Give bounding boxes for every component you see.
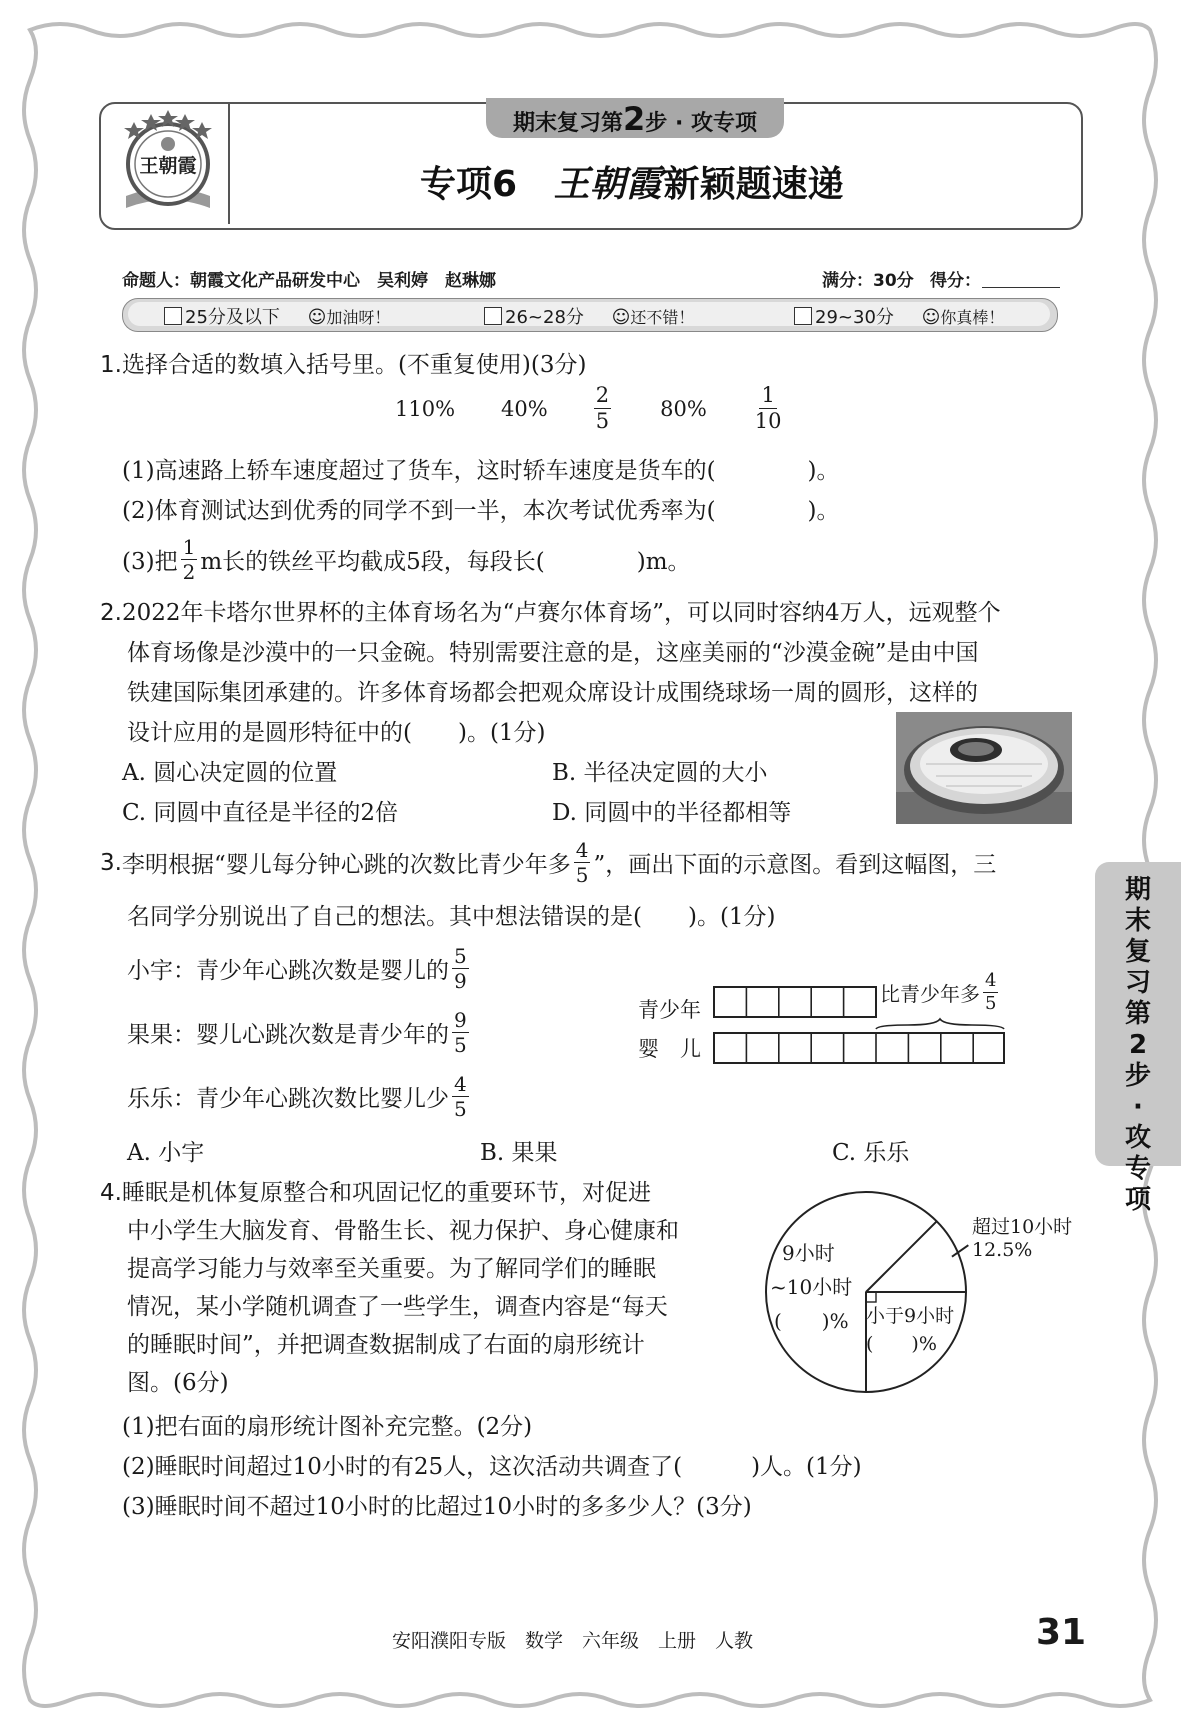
checkbox-1[interactable] (164, 307, 182, 325)
q1-option-1-10: $\frac{1}{10}$ (754, 383, 782, 433)
teen-bar (714, 987, 876, 1017)
rating-range-2: 26~28分 (505, 307, 584, 328)
rating-item-3 (794, 303, 1004, 329)
q2-line-2: 体育场像是沙漠中的一只金碗。特别需要注意的是，这座美丽的“沙漠金碗”是由中国 (127, 640, 979, 666)
smile-icon: ☺ (307, 307, 327, 328)
q1-stem (100, 346, 586, 379)
q3-option-c[interactable]: C. 乐乐 (832, 1140, 910, 1166)
q4-number: 4. (100, 1180, 122, 1206)
side-tab-text: 期 末 复 习 第 2 步 · 攻 专 项 (1124, 875, 1151, 1215)
q2-line-1: 2.2022年卡塔尔世界杯的主体育场名为“卢赛尔体育场”，可以同时容纳4万人，远观整个 (100, 600, 1001, 626)
q4-part-3: (3)睡眠时间不超过10小时的比超过10小时的多多少人？(3分) (122, 1494, 752, 1520)
page-number: 31 (1036, 1612, 1087, 1653)
q3-fraction: $\frac{4}{5}$ (575, 838, 589, 887)
q2-option-c[interactable]: C. 同圆中直径是半径的2倍 (122, 800, 399, 826)
q4-line-4: 情况，某小学随机调查了一些学生，调查内容是“每天 (127, 1294, 668, 1320)
q2-number: 2. (100, 600, 122, 626)
stadium-photo (896, 712, 1072, 824)
pie-label-under9: 小于9小时 ( )% (866, 1305, 955, 1355)
q2-option-d[interactable]: D. 同圆中的半径都相等 (552, 800, 792, 826)
q4-part-2: (2)睡眠时间超过10小时的有25人，这次活动共调查了( )人。(1分) (122, 1454, 862, 1480)
score-blank[interactable] (982, 287, 1060, 288)
q1-option-110: 110% (395, 396, 456, 421)
checkbox-2[interactable] (484, 307, 502, 325)
q1-part-2: (2)体育测试达到优秀的同学不到一半，本次考试优秀率为( )。 (122, 498, 840, 524)
pie-label-mid: 9小时 ~10小时 ( )% (770, 1241, 853, 1333)
banner-step: 2 (623, 100, 646, 138)
title-brand: 王朝霞 (553, 163, 662, 205)
q1-options (395, 385, 787, 432)
q4-line-2: 中小学生大脑发育、骨骼生长、视力保护、身心健康和 (127, 1218, 679, 1244)
q3-option-b[interactable]: B. 果果 (480, 1140, 558, 1166)
rating-comment-3: 你真棒！ (940, 308, 1005, 327)
rating-range-1: 25分及以下 (185, 307, 280, 328)
q1-part-3-fraction: $\frac{1}{2}$ (182, 535, 196, 584)
q3-statement-2: 果果：婴儿心跳次数是青少年的 $\frac{9}{5}$ (127, 1008, 467, 1057)
q4-line-5: 的睡眠时间”，并把调查数据制成了右面的扇形统计 (127, 1332, 645, 1358)
banner-prefix: 期末复习第 (513, 111, 624, 136)
q1-stem-text: 选择合适的数填入括号里。(不重复使用)(3分) (121, 352, 587, 378)
page-title (420, 156, 844, 207)
title-prefix: 专项6 (420, 164, 518, 205)
q4-line-3: 提高学习能力与效率至关重要。为了解同学们的睡眠 (127, 1256, 656, 1282)
q3-statement-3: 乐乐：青少年心跳次数比婴儿少 $\frac{4}{5}$ (127, 1072, 467, 1121)
q3-label-baby: 婴 儿 (638, 1037, 701, 1061)
footer-edition: 安阳濮阳专版 数学 六年级 上册 人教 (392, 1630, 754, 1652)
checkbox-3[interactable] (794, 307, 812, 325)
q1-part-3: (3)把 $\frac{1}{2}$ m长的铁丝平均截成5段，每段长( )m。 (122, 535, 691, 584)
q2-option-b[interactable]: B. 半径决定圆的大小 (552, 760, 768, 786)
full-score: 满分：30分 (822, 271, 914, 291)
banner-text (486, 100, 784, 138)
q3-line-1: 3. 李明根据“婴儿每分钟心跳的次数比青少年多 $\frac{4}{5}$ ”，画出下面的示意图。看到这幅图，三 (100, 838, 997, 887)
header-divider (228, 104, 230, 224)
rating-item-1 (164, 303, 390, 329)
q1-part-1: (1)高速路上轿车速度超过了货车，这时轿车速度是货车的( )。 (122, 458, 840, 484)
q4-line-1: 4.睡眠是机体复原整合和巩固记忆的重要环节，对促进 (100, 1180, 651, 1206)
banner-suffix: 步 · 攻专项 (645, 111, 757, 136)
q1-option-40: 40% (501, 396, 548, 421)
q2-option-a[interactable]: A. 圆心决定圆的位置 (122, 760, 338, 786)
q1-number: 1. (100, 352, 122, 378)
q3-option-a[interactable]: A. 小宇 (127, 1140, 205, 1166)
logo (112, 108, 224, 218)
smile-icon: ☺ (921, 307, 941, 328)
title-suffix: 新颖题速递 (663, 164, 844, 205)
q2-line-3: 铁建国际集团承建的。许多体育场都会把观众席设计成围绕球场一周的圆形，这样的 (127, 680, 978, 706)
q3-number: 3. (100, 849, 122, 876)
q3-line-2: 名同学分别说出了自己的想法。其中想法错误的是( )。(1分) (127, 904, 776, 930)
rating-comment-2: 还不错！ (630, 308, 695, 327)
q4-part-1: (1)把右面的扇形统计图补充完整。(2分) (122, 1414, 533, 1440)
q3-label-teen: 青少年 (638, 998, 701, 1022)
q3-label-more: 比青少年多 $\frac{4}{5}$ (880, 970, 997, 1014)
q1-option-80: 80% (660, 396, 707, 421)
logo-text: 王朝霞 (139, 155, 197, 177)
smile-icon: ☺ (611, 307, 631, 328)
rating-item-2 (484, 303, 694, 329)
rating-range-3: 29~30分 (815, 307, 894, 328)
q4-line-6: 图。(6分) (127, 1370, 229, 1396)
rating-comment-1: 加油呀！ (326, 308, 391, 327)
baby-bar (714, 1033, 1004, 1063)
q2-line-4: 设计应用的是圆形特征中的( )。(1分) (127, 720, 546, 746)
q3-statement-1: 小宇：青少年心跳次数是婴儿的 $\frac{5}{9}$ (127, 944, 467, 993)
authors: 命题人：朝霞文化产品研发中心 吴利婷 赵琳娜 (122, 271, 496, 291)
pie-label-over10: 超过10小时 12.5% (972, 1216, 1073, 1261)
brace (876, 1019, 1004, 1029)
score-label: 得分： (930, 271, 981, 291)
q1-option-2-5: $\frac{2}{5}$ (595, 383, 610, 433)
